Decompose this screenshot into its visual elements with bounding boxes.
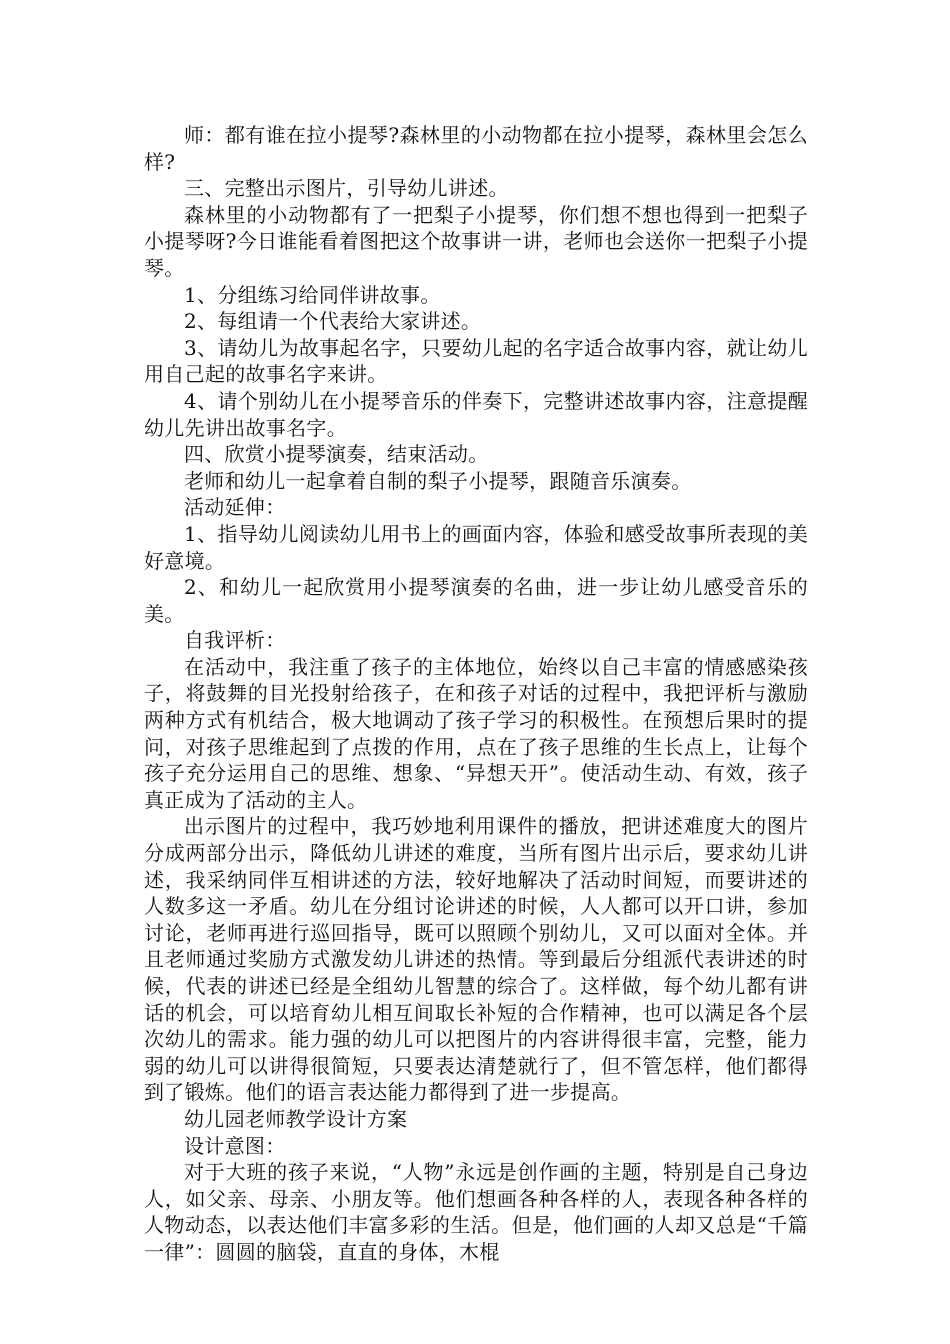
paragraph-section-three: 三、完整出示图片，引导幼儿讲述。 — [184, 176, 509, 201]
paragraph-extension-1: 1、指导幼儿阅读幼儿用书上的画面内容，体验和感受故事所表现的美好意境。 — [144, 521, 808, 573]
paragraph-step-3: 3、请幼儿为故事起名字，只要幼儿起的名字适合故事内容，就让幼儿用自己起的故事名字来讲。 — [144, 335, 808, 387]
paragraph-step-2: 2、每组请一个代表给大家讲述。 — [184, 309, 482, 334]
paragraph-design-intent: 对于大班的孩子来说，“人物”永远是创作画的主题，特别是自己身边人，如父亲、母亲、小朋友等。他们想画各种各样的人，表现各种各样的人物动态，以表达他们丰富多彩的生活。但是，他们画的人却又总是“千篇一律”：圆圆的脑袋，直直的身体，木棍 — [144, 1160, 808, 1264]
document-page — [144, 122, 808, 1266]
paragraph-perform-together: 老师和幼儿一起拿着自制的梨子小提琴，跟随音乐演奏。 — [184, 468, 692, 493]
paragraph-extension-2: 2、和幼儿一起欣赏用小提琴演奏的名曲，进一步让幼儿感受音乐的美。 — [144, 575, 808, 626]
paragraph-pear-violin-invite: 森林里的小动物都有了一把梨子小提琴，你们想不想也得到一把梨子小提琴呀?今日谁能看着图把这个故事讲一讲，老师也会送你一把梨子小提琴。 — [144, 202, 808, 280]
paragraph-teacher-question: 师：都有谁在拉小提琴?森林里的小动物都在拉小提琴，森林里会怎么样? — [144, 123, 808, 174]
heading-activity-extension: 活动延伸： — [184, 495, 286, 520]
heading-design-intent: 设计意图： — [184, 1133, 286, 1158]
paragraph-step-1: 1、分组练习给同伴讲故事。 — [184, 282, 441, 307]
heading-design-plan: 幼儿园老师教学设计方案 — [184, 1106, 408, 1131]
paragraph-section-four: 四、欣赏小提琴演奏，结束活动。 — [184, 442, 489, 467]
paragraph-evaluation-1: 在活动中，我注重了孩子的主体地位，始终以自己丰富的情感感染孩子，将鼓舞的目光投射给孩子，在和孩子对话的过程中，我把评析与激励两种方式有机结合，极大地调动了孩子学习的积极性。在预想后果时的提问，对孩子思维起到了点拨的作用，点在了孩子思维的生长点上，让每个孩子充分运用自己的思维、想象、“异想天开”。使活动生动、有效，孩子真正成为了活动的主人。 — [144, 654, 808, 812]
heading-self-evaluation: 自我评析： — [184, 628, 286, 653]
paragraph-step-4: 4、请个别幼儿在小提琴音乐的伴奏下，完整讲述故事内容，注意提醒幼儿先讲出故事名字。 — [144, 388, 808, 440]
paragraph-evaluation-2: 出示图片的过程中，我巧妙地利用课件的播放，把讲述难度大的图片分成两部分出示，降低幼儿讲述的难度，当所有图片出示后，要求幼儿讲述，我采纳同伴互相讲述的方法，较好地解决了活动时间短，而要讲述的人数多这一矛盾。幼儿在分组讨论讲述的时候，人人都可以开口讲，参加讨论，老师再进行巡回指导，既可以照顾个别幼儿，又可以面对全体。并且老师通过奖励方式激发幼儿讲述的热情。等到最后分组派代表讲述的时候，代表的讲述已经是全组幼儿智慧的综合了。这样做，每个幼儿都有讲话的机会，可以培育幼儿相互间取长补短的合作精神，也可以满足各个层次幼儿的需求。能力强的幼儿可以把图片的内容讲得很丰富，完整，能力弱的幼儿可以讲得很简短，只要表达清楚就行了，但不管怎样，他们都得到了锻炼。他们的语言表达能力都得到了进一步提高。 — [144, 814, 808, 1105]
